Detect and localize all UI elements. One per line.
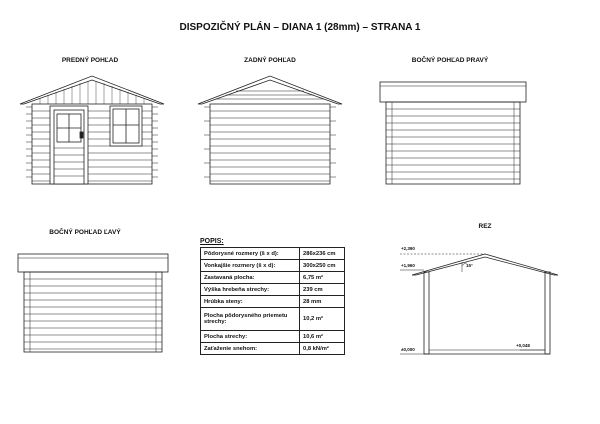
table-row: Výška hrebeňa strechy: 239 cm	[201, 284, 345, 296]
back-view-drawing	[198, 76, 342, 184]
right-view-drawing	[380, 82, 526, 184]
section-level-floor: ±0,000	[401, 347, 415, 352]
section-roof-angle: 15°	[466, 263, 473, 268]
section-level-inner: +0,048	[516, 343, 530, 348]
section-level-eave: +1,960	[401, 263, 415, 268]
page-title: DISPOZIČNÝ PLÁN – DIANA 1 (28mm) – STRANA 1	[179, 22, 421, 33]
section-level-top: +2,390	[401, 246, 415, 251]
popis-title: POPIS:	[200, 238, 224, 245]
left-view-label: BOČNÝ POHĽAD ĽAVÝ	[49, 229, 121, 236]
table-row: Plocha strechy: 10,6 m²	[201, 331, 345, 343]
left-view-drawing	[18, 254, 168, 352]
table-row: Pôdorysné rozmery (š x d): 286x236 cm	[201, 248, 345, 260]
right-view-label: BOČNÝ POHĽAD PRAVÝ	[411, 57, 489, 64]
table-row: Hrúbka steny: 28 mm	[201, 296, 345, 308]
section-view-label: REZ	[478, 223, 492, 230]
table-row: Plocha pôdorysného priemetu strechy: 10,2 m²	[201, 308, 345, 331]
popis-table	[200, 247, 345, 355]
back-view-label: ZADNÝ POHĽAD	[244, 57, 296, 64]
table-row: Zastavaná plocha: 6,75 m²	[201, 272, 345, 284]
front-view-drawing	[20, 76, 164, 184]
table-row: Zaťaženie snehom: 0,8 kN/m²	[201, 343, 345, 355]
section-drawing	[400, 254, 558, 354]
table-row: Vonkajšie rozmery (š x d): 300x250 cm	[201, 260, 345, 272]
front-view-label: PREDNÝ POHĽAD	[61, 57, 119, 64]
